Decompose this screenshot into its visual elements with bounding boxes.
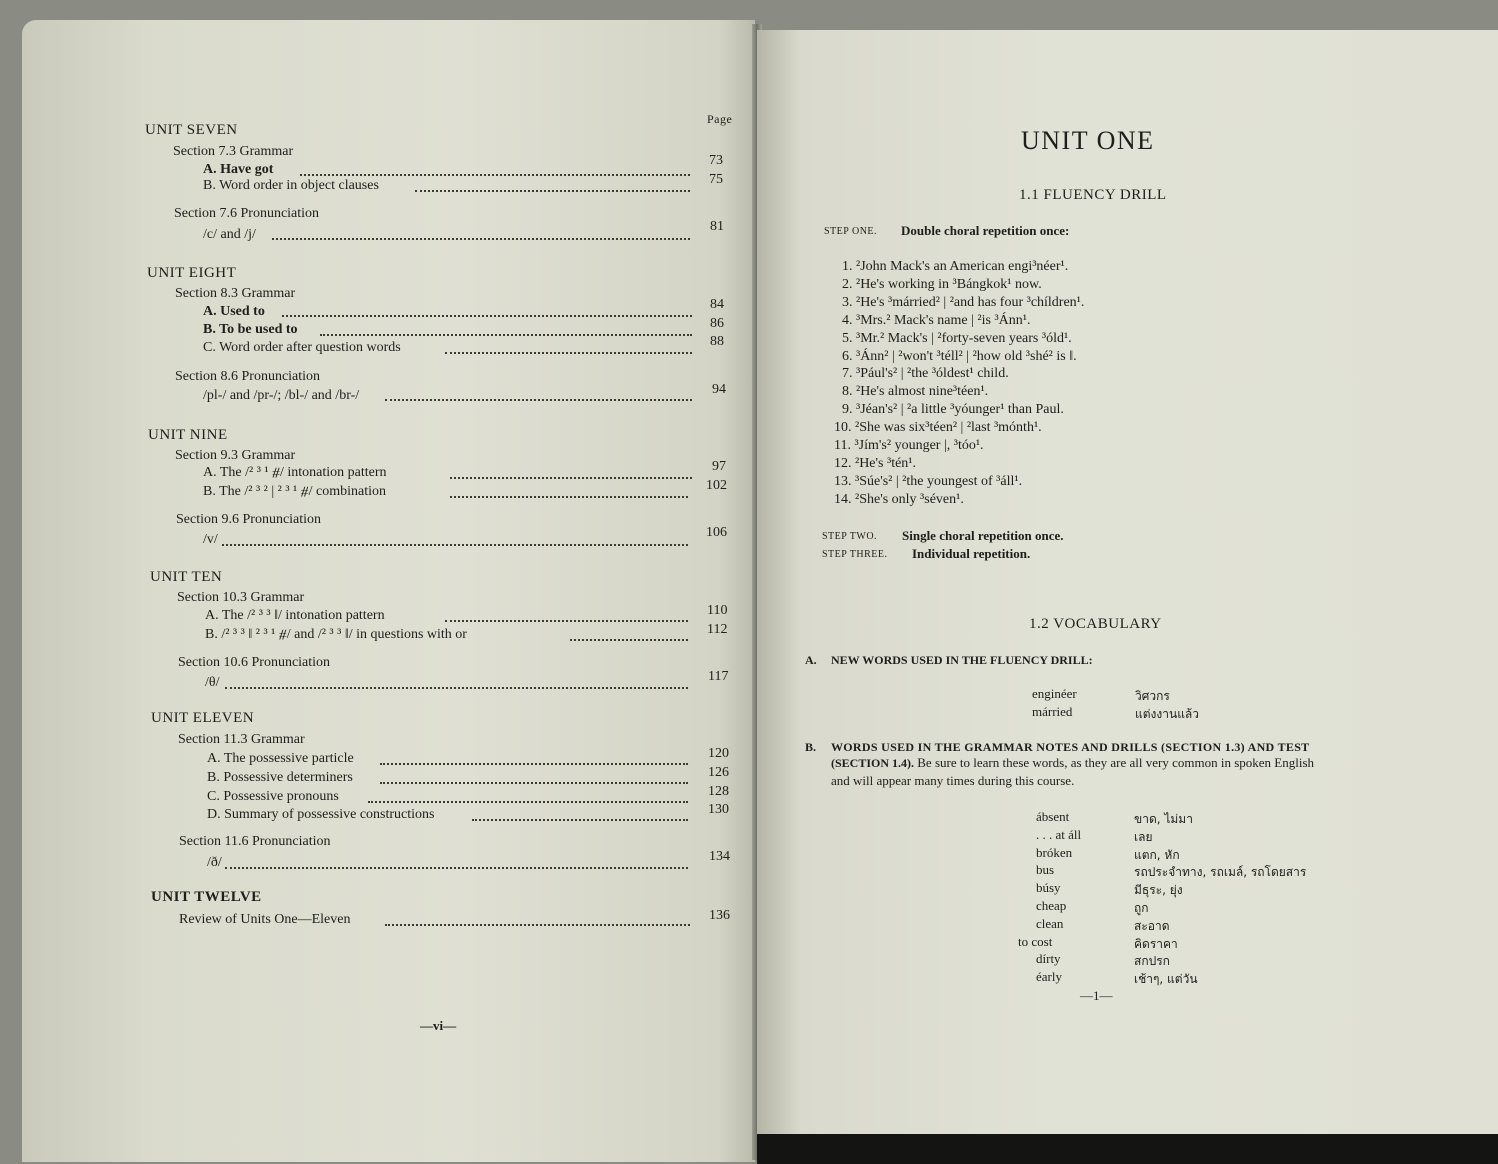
toc-page-number: 112 [707,622,728,637]
step-instruction: Individual repetition. [912,546,1031,561]
leader-dots [282,313,692,317]
vocab-translation: มีธุระ, ยุ่ง [1134,883,1183,898]
toc-entry: B. To be used to [203,322,298,337]
page-column-header: Page [707,112,733,126]
toc-page-number: 117 [708,669,729,684]
page-folio: —1— [1080,988,1113,1003]
toc-unit-title: UNIT NINE [148,427,228,443]
toc-unit-title: UNIT TEN [150,569,223,585]
toc-page-number: 128 [708,784,729,799]
unit-title: UNIT ONE [1021,126,1155,155]
toc-unit-title: UNIT SEVEN [145,122,238,138]
drill-line: 2. ²He's working in ³Bángkok¹ now. [842,276,1042,292]
toc-page-number: 94 [712,382,726,397]
toc-entry: B. The /² ³ ² | ² ³ ¹ ⧣/ combination [203,484,386,499]
toc-unit-title: UNIT EIGHT [147,265,237,281]
toc-page-number: 134 [709,849,730,864]
toc-entry: Review of Units One—Eleven [179,912,351,927]
vocab-translation: เลย [1134,829,1153,844]
part-section-ref: (SECTION 1.4). [831,756,915,770]
drill-line: 6. ³Ánn² | ²won't ³téll² | ²how old ³shé² is ‖. [842,348,1077,364]
toc-page-number: 120 [708,746,729,761]
toc-entry: B. /² ³ ³ ‖ ² ³ ¹ ⧣/ and /² ³ ³ ‖/ in questions with or [205,627,467,642]
table-surface [757,1134,1498,1164]
vocab-translation: แต่งงานแล้ว [1135,707,1200,721]
part-description: and will appear many times during this course. [831,773,1075,788]
leader-dots [380,780,688,784]
toc-section-title: Section 7.6 Pronunciation [174,206,320,221]
leader-dots [272,236,690,240]
toc-page-number: 126 [708,765,729,780]
vocab-word: to cost [1018,933,1053,949]
drill-line: 8. ²He's almost nine³téen¹. [842,384,989,400]
leader-dots [385,922,690,926]
leader-dots [450,494,688,498]
vocab-word: bróken [1036,844,1073,860]
vocab-word: éarly [1036,969,1062,985]
part-heading: WORDS USED IN THE GRAMMAR NOTES AND DRILLS (SECTION 1.3) AND TEST [831,740,1310,754]
toc-entry: /pl-/ and /pr-/; /bl-/ and /br-/ [203,388,360,403]
vocab-word: márried [1032,704,1073,719]
toc-entry: A. Have got [203,162,274,177]
toc-page-number: 73 [709,153,723,168]
toc-page-number: 75 [709,172,723,187]
vocab-word: ábsent [1036,809,1070,824]
toc-page-number: 102 [706,478,727,493]
toc-entry: A. The possessive particle [207,751,354,766]
leader-dots [385,397,692,401]
drill-line: 7. ³Pául's² | ²the ³óldest¹ child. [842,366,1009,382]
toc-section-title: Section 9.3 Grammar [175,448,296,463]
leader-dots [368,799,688,803]
toc-page-number: 84 [710,297,724,312]
vocab-translation: สกปรก [1134,954,1170,969]
leader-dots [380,761,688,765]
toc-unit-title: UNIT ELEVEN [151,710,255,726]
drill-line: 4. ³Mrs.² Mack's name | ²is ³Ánn¹. [842,312,1031,328]
drill-line: 14. ²She's only ³séven¹. [834,491,964,507]
toc-entry: /c/ and /j/ [203,227,256,242]
leader-dots [222,542,688,546]
step-label: STEP ONE. [824,226,878,237]
step-label: STEP THREE. [822,549,888,560]
vocab-translation: เช้าๆ, แต่วัน [1134,972,1198,987]
toc-page-number: 110 [707,603,728,618]
drill-line: 5. ³Mr.² Mack's | ²forty-seven years ³óld¹. [842,330,1072,346]
toc-page-number: 136 [709,908,730,923]
toc-section-title: Section 9.6 Pronunciation [176,512,322,527]
vocab-word: bus [1036,862,1055,878]
toc-page-number: 130 [708,802,729,817]
step-instruction: Double choral repetition once: [901,223,1070,238]
vocab-translation: วิศวกร [1135,689,1170,703]
vocab-word: dírty [1036,951,1061,967]
leader-dots [445,618,688,622]
vocab-word: . . . at áll [1036,826,1082,842]
leader-dots [415,188,690,192]
vocab-word: cheap [1036,898,1067,913]
part-label: B. [805,740,817,754]
part-heading: NEW WORDS USED IN THE FLUENCY DRILL: [831,653,1093,667]
section-heading: 1.2 VOCABULARY [1029,616,1162,632]
leader-dots [472,817,688,821]
vocab-translation: คิดราคา [1134,936,1178,951]
drill-line: 1. ²John Mack's an American engi³néer¹. [842,259,1069,274]
toc-section-title: Section 8.3 Grammar [175,286,296,301]
leader-dots [225,685,688,689]
leader-dots [450,475,692,479]
vocab-word: enginéer [1032,686,1077,701]
part-description [831,755,1314,771]
toc-entry: C. Possessive pronouns [207,789,339,804]
part-description-text: Be sure to learn these words, as they are all very common in spoken English [914,755,1315,770]
toc-unit-title: UNIT TWELVE [151,889,262,905]
leader-dots [300,172,690,176]
toc-section-title: Section 10.6 Pronunciation [178,655,331,670]
vocab-translation: สะอาด [1134,918,1170,933]
toc-entry: B. Possessive determiners [207,770,353,785]
leader-dots [225,865,688,869]
part-label: A. [805,653,817,667]
toc-entry: A. Used to [203,304,265,319]
toc-entry: D. Summary of possessive constructions [207,807,435,822]
leader-dots [320,332,692,336]
toc-page-number: 86 [710,316,724,331]
toc-entry: /v/ [203,532,218,547]
toc-page-number: 106 [706,525,727,540]
drill-line: 10. ²She was six³téen² | ²last ³mónth¹. [834,420,1042,436]
toc-section-title: Section 8.6 Pronunciation [175,369,321,384]
toc-entry: /θ/ [205,675,220,690]
toc-entry: A. The /² ³ ¹ ⧣/ intonation pattern [203,465,387,480]
drill-line: 9. ³Jéan's² | ²a little ³yóunger¹ than Paul. [842,402,1064,418]
toc-page-number: 97 [712,459,726,474]
page-folio: —vi— [420,1018,457,1033]
drill-line: 12. ²He's ³tén¹. [834,455,916,471]
toc-entry: C. Word order after question words [203,340,401,355]
vocab-translation: ถูก [1134,901,1149,915]
toc-section-title: Section 10.3 Grammar [177,590,305,605]
toc-page-number: 81 [710,219,724,234]
drill-line: 11. ³Jím's² younger |, ³tóo¹. [834,438,984,453]
drill-line: 13. ³Súe's² | ²the youngest of ³áll¹. [834,473,1023,489]
vocab-translation: แตก, หัก [1134,847,1180,862]
toc-page-number: 88 [710,334,724,349]
vocab-translation: ขาด, ไม่มา [1134,812,1193,826]
toc-section-title: Section 7.3 Grammar [173,144,294,159]
vocab-translation: รถประจำทาง, รถเมล์, รถโดยสาร [1134,865,1307,880]
toc-entry: A. The /² ³ ³ ‖/ intonation pattern [205,608,385,623]
toc-entry: B. Word order in object clauses [203,178,379,193]
step-label: STEP TWO. [822,531,878,542]
leader-dots [570,637,688,641]
leader-dots [445,350,692,354]
vocab-word: búsy [1036,880,1061,896]
step-instruction: Single choral repetition once. [902,528,1064,543]
toc-entry: /ð/ [207,855,222,870]
toc-section-title: Section 11.3 Grammar [178,732,305,747]
section-heading: 1.1 FLUENCY DRILL [1019,187,1167,203]
vocab-word: clean [1036,915,1064,931]
toc-section-title: Section 11.6 Pronunciation [179,834,331,849]
drill-line: 3. ²He's ³márried² | ²and has four ³chíldren¹. [842,294,1085,310]
